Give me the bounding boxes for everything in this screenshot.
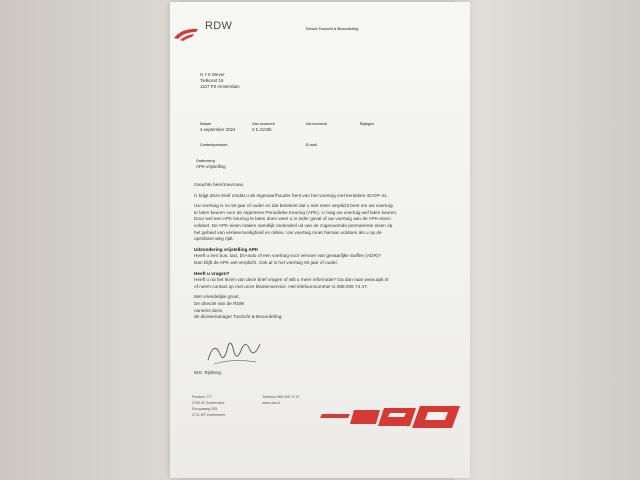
paragraph-line: voldoet. De APK-eisen maken namelijk onderdeel uit van de zogenoemde permanente eisen op: [194, 222, 393, 228]
footer-phone: Telefoon 088 008 74 47: [262, 395, 300, 399]
logo-text: RDW: [205, 20, 233, 32]
closing-line: De directie van de RDW: [194, 300, 245, 306]
footer-postal-line: 2700 AT Zoetermeer: [192, 401, 225, 405]
background-right: [455, 0, 640, 480]
intro-paragraph: U krijgt deze brief omdat u de eigenaar/houder bent van het voertuig met kenteken 40-DP-41.: [194, 192, 388, 198]
your-reference-label: Uw kenmerk: [306, 122, 328, 126]
closing-line: namens deze,: [194, 307, 224, 313]
email-label: E-mail: [306, 143, 317, 147]
date-value: 4 september 2024: [200, 127, 236, 132]
address-line: Tielkosst 19: [200, 78, 224, 83]
section-heading: Heeft u vragen?: [194, 270, 230, 276]
paragraph-line: Door wel een APK keuring te laten doen weet u in ieder geval of uw voertuig aan de APK-eisen: [194, 216, 391, 222]
subject-value: APK-vrijstelling: [196, 164, 226, 169]
letter-page: [170, 2, 470, 478]
paragraph-line: te laten keuren voor de Algemene Periodieke Keuring (APK). U mag uw voertuig wel laten keuren.: [194, 209, 398, 215]
attachments-label: Bijlagen: [360, 122, 374, 126]
footer-postal-line: 2711 ER Zoetermeer: [192, 413, 226, 417]
date-label: Datum: [200, 122, 212, 126]
footer-postal-line: Postbus 777: [192, 395, 212, 399]
address-line: H J S Wever: [200, 72, 225, 77]
salutation: Geachte heer/mevrouw,: [194, 182, 244, 187]
paragraph-line: Uw voertuig is nu 50 jaar of ouder en dat betekent dat u niet meer verplicht bent om uw voertuig: [194, 203, 393, 209]
paragraph-line: Heeft u een bus, taxi, DV-auto of een voertuig voor vervoer van gevaarlijke stoffen (ADR)?: [194, 253, 381, 259]
reference-value: 2 5 2103b: [252, 127, 272, 132]
subject-label: Onderwerp: [196, 159, 215, 163]
footer-postal-line: Europaweg 205: [192, 407, 218, 411]
department-name: Divisie Toezicht & Beoordeling: [306, 27, 359, 31]
closing-line: Met vriendelijke groet,: [194, 294, 240, 300]
paragraph-line: Dan blijft de APK wel verplicht. Ook al is het voertuig 50 jaar of ouder.: [194, 259, 339, 265]
section-heading: Uitzondering vrijstelling APK: [194, 246, 259, 252]
background-left: [0, 0, 180, 480]
paragraph-line: Heeft u na het lezen van deze brief vragen of wilt u meer informatie? Ga dan naar www.apk.nl: [194, 277, 389, 283]
rdw-stripe-logo: [320, 404, 470, 430]
closing-line: de divisiemanager Toezicht & Beoordeling,: [194, 314, 283, 320]
footer-website: www.rdw.nl: [262, 401, 280, 405]
paragraph-line: of neem contact op met onze klantenservice. Het telefoonnummer is 088 008 74 47.: [194, 283, 369, 289]
paragraph-line: het gebied van verkeersveiligheid en milieu. Uw voertuig moet hieraan voldoen als u op de: [194, 229, 382, 235]
paragraph-line: openbare weg rijdt.: [194, 236, 234, 242]
handwritten-signature: [204, 334, 264, 368]
letter-body: [194, 182, 454, 321]
rdw-swoosh-icon: [172, 26, 202, 42]
contact-label: Contactpersoon: [200, 143, 228, 147]
address-line: 1107 PZ Amsterdam: [200, 84, 240, 89]
reference-label: Ons kenmerk: [252, 122, 275, 126]
signer-name: W.E. Rijnberg: [194, 370, 221, 375]
